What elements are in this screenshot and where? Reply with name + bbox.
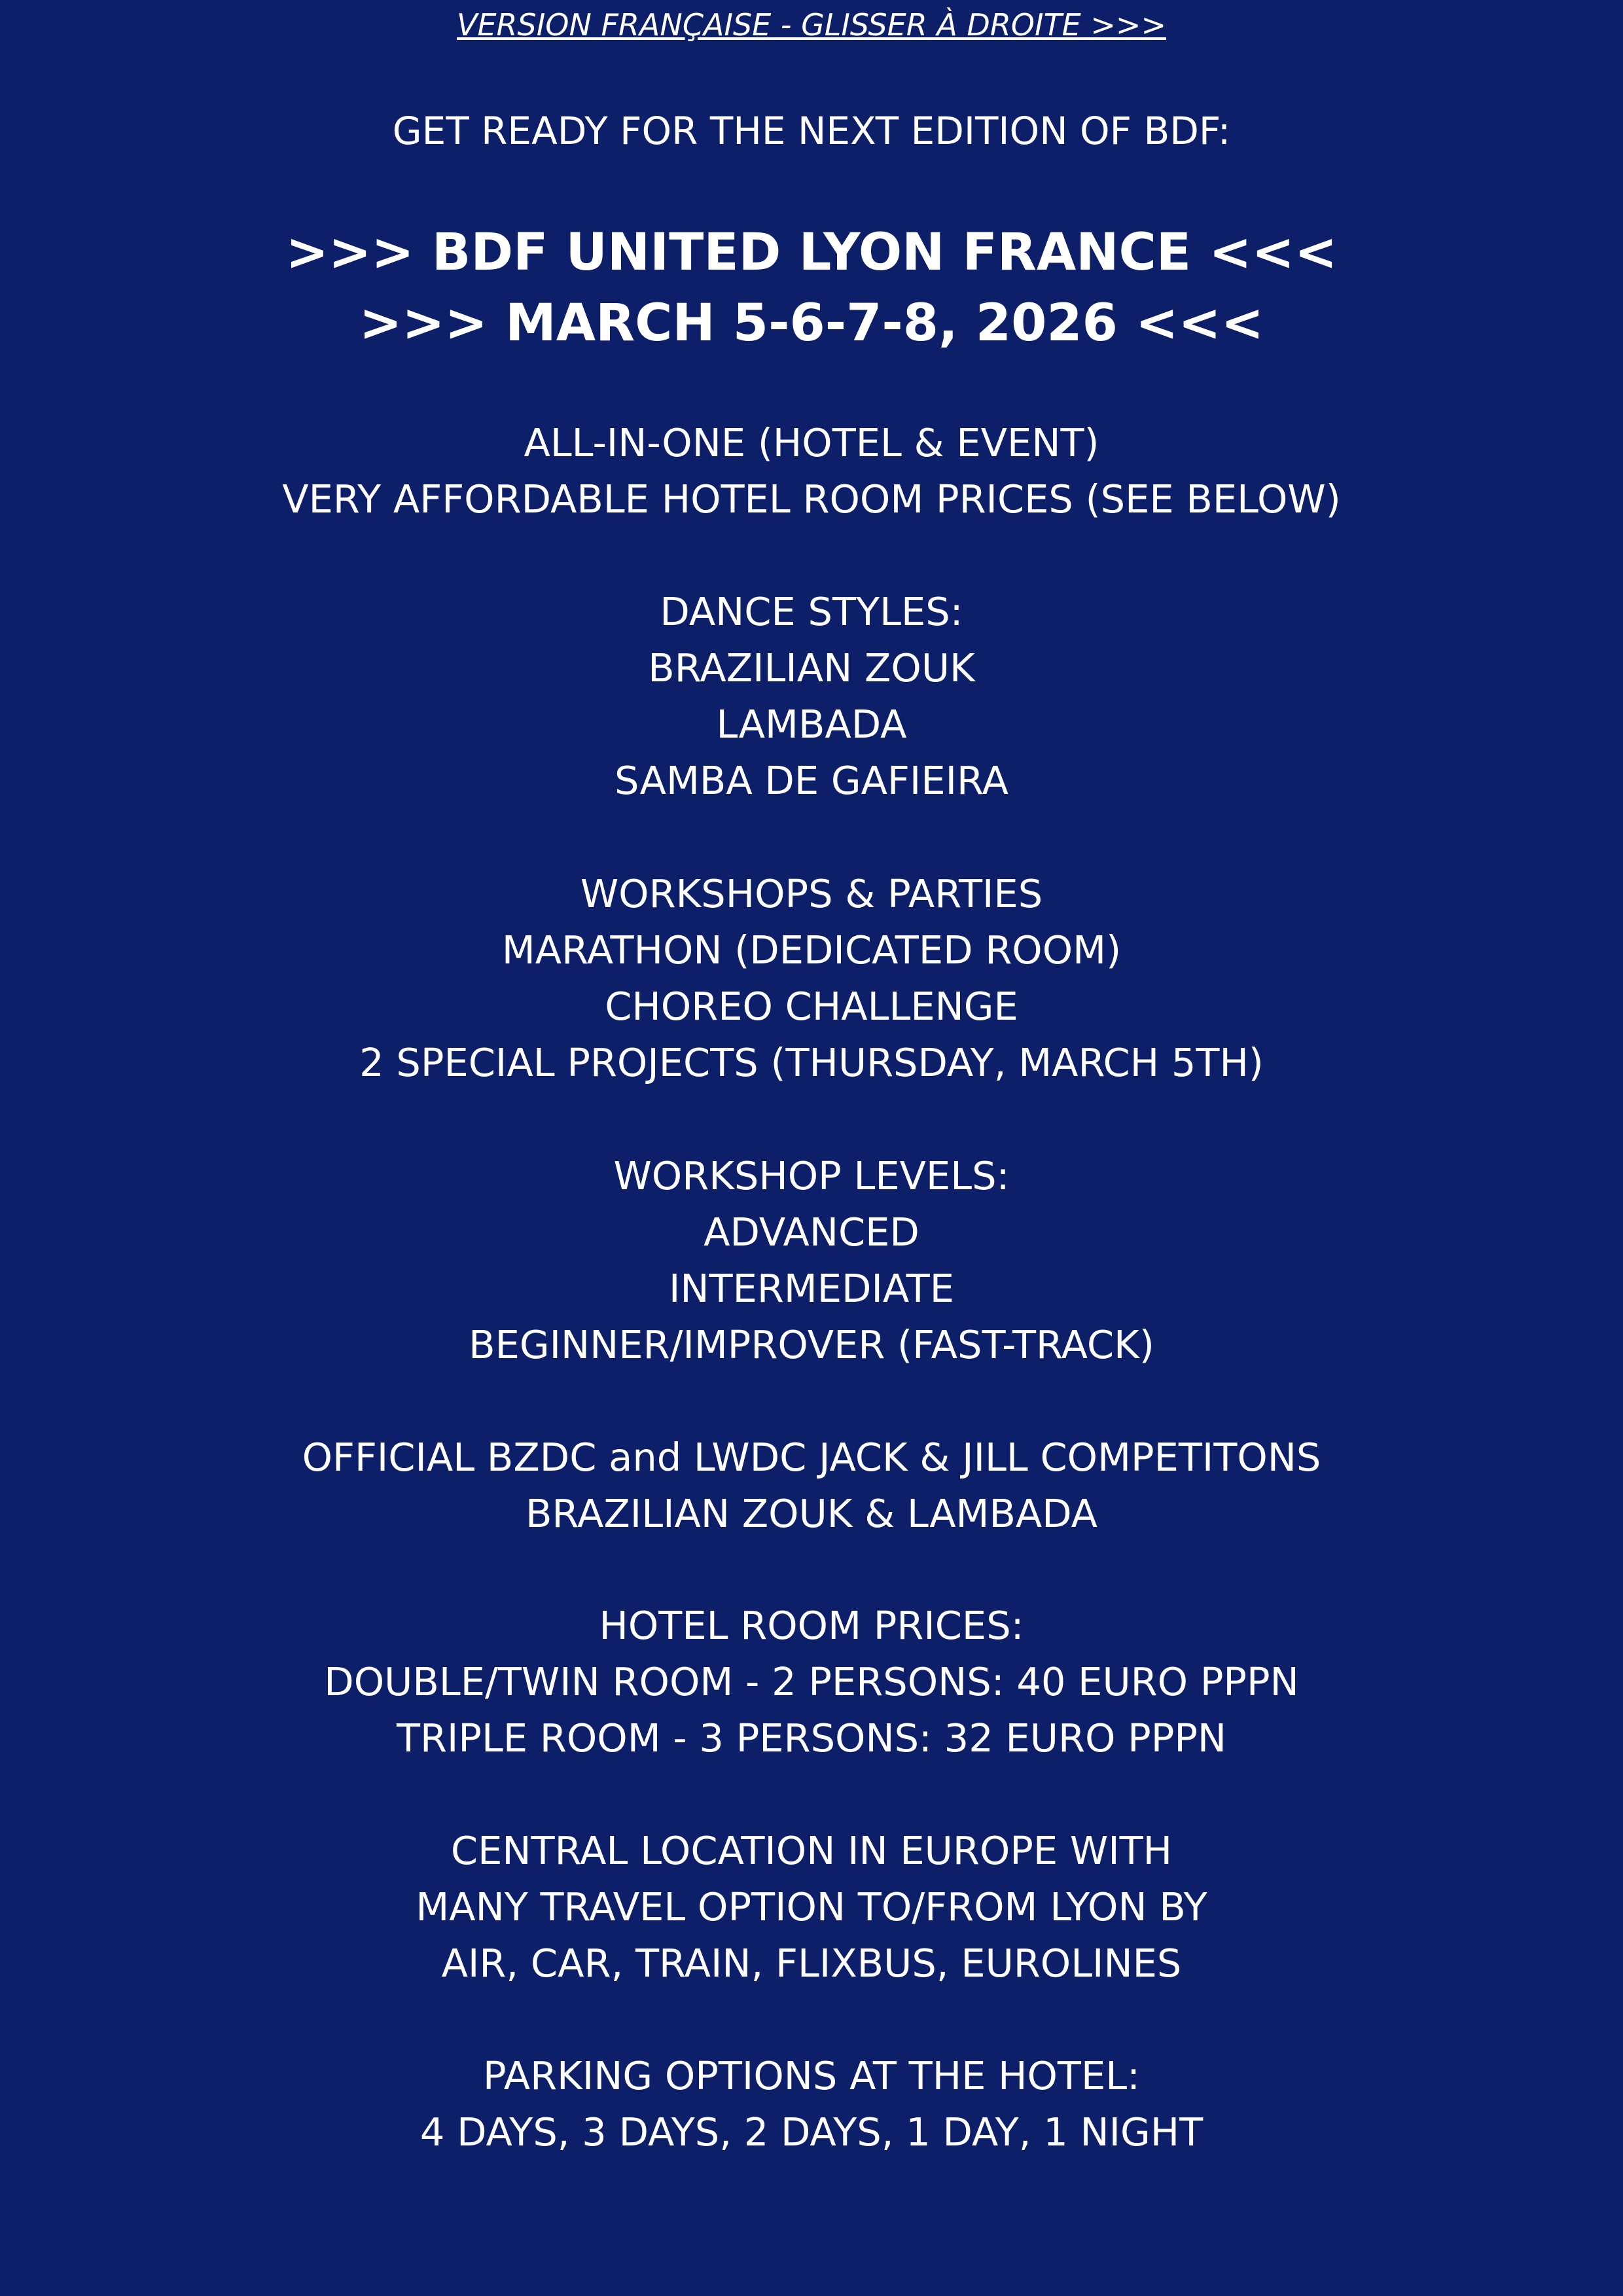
workshop-levels-heading: WORKSHOP LEVELS: — [613, 1153, 1010, 1198]
program-item: WORKSHOPS & PARTIES — [580, 871, 1043, 916]
all-in-one-section — [0, 415, 1623, 528]
intro-text: GET READY FOR THE NEXT EDITION OF BDF: — [392, 109, 1231, 153]
location-line: AIR, CAR, TRAIN, FLIXBUS, EUROLINES — [441, 1941, 1182, 1986]
dance-styles-heading: DANCE STYLES: — [660, 589, 963, 634]
program-item: 2 SPECIAL PROJECTS (THURSDAY, MARCH 5TH) — [359, 1040, 1264, 1085]
hotel-prices-heading: HOTEL ROOM PRICES: — [599, 1603, 1024, 1648]
workshop-level-item: ADVANCED — [704, 1210, 919, 1255]
location-section — [0, 1823, 1623, 1992]
program-item: CHOREO CHALLENGE — [605, 984, 1018, 1029]
location-line: CENTRAL LOCATION IN EUROPE WITH — [450, 1828, 1173, 1873]
workshop-levels-section — [0, 1148, 1623, 1373]
affordable-prices-line: VERY AFFORDABLE HOTEL ROOM PRICES (SEE BELOW) — [282, 476, 1341, 522]
dance-styles-section — [0, 584, 1623, 809]
competitions-section — [0, 1429, 1623, 1542]
all-in-one-line: ALL-IN-ONE (HOTEL & EVENT) — [524, 420, 1099, 465]
workshop-level-item: BEGINNER/IMPROVER (FAST-TRACK) — [469, 1322, 1154, 1367]
parking-section — [0, 2048, 1623, 2161]
dance-style-item: BRAZILIAN ZOUK — [648, 645, 975, 691]
event-headline — [0, 217, 1623, 359]
program-section — [0, 866, 1623, 1091]
location-line: MANY TRAVEL OPTION TO/FROM LYON BY — [416, 1884, 1207, 1929]
headline-event-name: >>> BDF UNITED LYON FRANCE <<< — [285, 223, 1338, 282]
dance-style-item: LAMBADA — [716, 702, 907, 747]
french-version-link[interactable]: VERSION FRANÇAISE - GLISSER À DROITE >>> — [457, 7, 1166, 43]
double-room-price: DOUBLE/TWIN ROOM - 2 PERSONS: 40 EURO PPPN — [324, 1659, 1299, 1704]
parking-options: 4 DAYS, 3 DAYS, 2 DAYS, 1 DAY, 1 NIGHT — [419, 2109, 1204, 2155]
hotel-prices-section — [0, 1598, 1623, 1767]
competitions-line: OFFICIAL BZDC and LWDC JACK & JILL COMPETITONS — [302, 1435, 1321, 1480]
workshop-level-item: INTERMEDIATE — [669, 1266, 954, 1311]
headline-event-dates: >>> MARCH 5-6-7-8, 2026 <<< — [359, 294, 1264, 353]
triple-room-price: TRIPLE ROOM - 3 PERSONS: 32 EURO PPPN — [396, 1715, 1227, 1761]
dance-style-item: SAMBA DE GAFIEIRA — [615, 758, 1008, 803]
competitions-styles-line: BRAZILIAN ZOUK & LAMBADA — [525, 1491, 1098, 1536]
program-item: MARATHON (DEDICATED ROOM) — [501, 927, 1122, 973]
parking-heading: PARKING OPTIONS AT THE HOTEL: — [483, 2053, 1140, 2098]
